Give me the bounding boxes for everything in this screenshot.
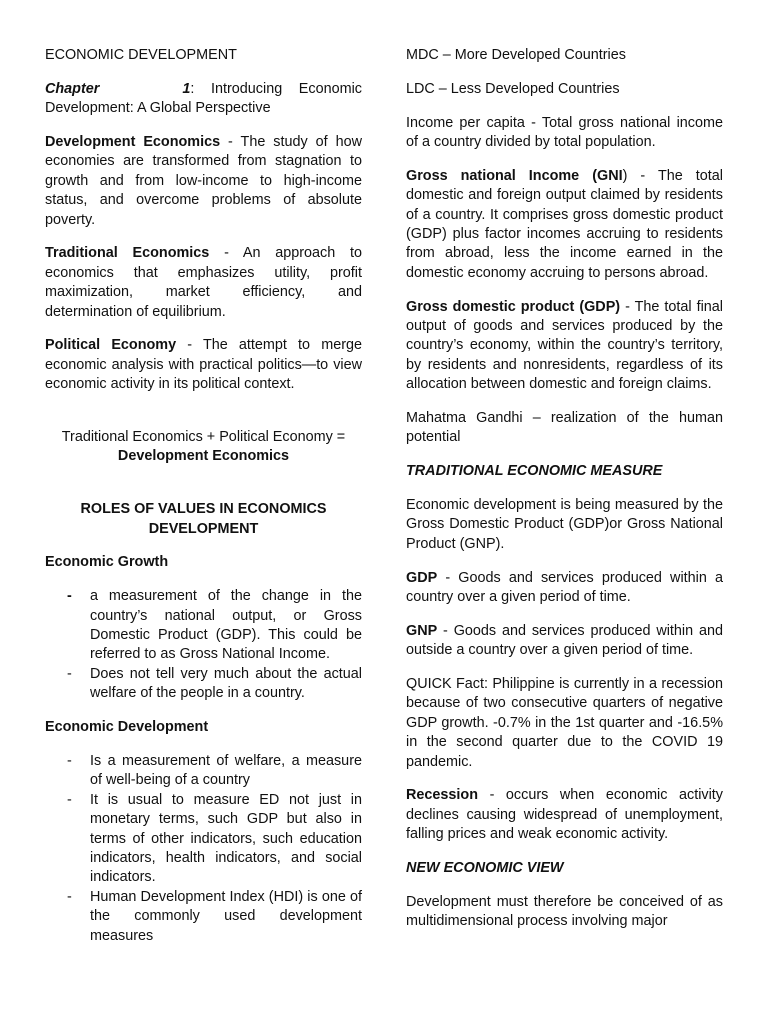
gdp-definition <box>406 298 723 395</box>
definition-term: Development Economics <box>45 134 221 150</box>
list-item: - Is a measurement of welfare, a measure of well-being of a country <box>67 752 362 789</box>
definition-text: - The study of how economies are transformed from stagnation to growth and from low-income to high-income status, and overcome problems of absolute poverty. <box>45 134 362 228</box>
new-economic-view-heading: NEW ECONOMIC VIEW <box>406 860 564 877</box>
document-title: ECONOMIC DEVELOPMENT <box>45 47 237 63</box>
chapter-number: 1 <box>182 80 191 97</box>
list-item: - a measurement of the change in the country’s national output, or Gross Domestic Product (GDP). This could be referred to as Gross National Income. <box>67 588 362 663</box>
traditional-measure-heading: TRADITIONAL ECONOMIC MEASURE <box>406 463 663 480</box>
definition-text: - occurs when economic activity declines causing widespread of unemployment, falling prices and weak economic activity. <box>406 787 723 843</box>
recession-definition <box>406 786 723 844</box>
definition-text: - Goods and services produced within a country over a given period of time. <box>406 569 723 606</box>
gandhi-quote: Mahatma Gandhi – realization of the human potential <box>406 410 723 446</box>
definition-text: - The attempt to merge economic analysis with practical politics—to view economic activity in its political context. <box>45 337 362 393</box>
definition-text: ) - The total domestic and foreign output claimed by residents of a country. It comprises gross domestic product (GDP) plus factor incomes accruing to residents from abroad, less the income earned in the domestic economy accruing to persons abroad. <box>406 167 723 281</box>
left-column <box>45 46 362 960</box>
definition-term: Traditional Economics <box>45 245 210 262</box>
gdp-short-definition <box>406 569 723 608</box>
definition-term: Political Economy <box>45 337 177 354</box>
equation-line-2: Development Economics <box>117 448 290 465</box>
economic-development-heading: Economic Development <box>45 719 209 736</box>
equation <box>45 428 362 467</box>
economic-growth-heading: Economic Growth <box>45 554 169 571</box>
definition-term: GDP <box>406 569 438 586</box>
chapter-title: : Introducing Economic Development: A Global Perspective <box>45 80 362 117</box>
definition-term: GNP <box>406 622 438 639</box>
definition-text: - An approach to economics that emphasizes utility, profit maximization, market efficiency, and determination of equilibrium. <box>45 245 362 320</box>
definition-development-economics <box>45 133 362 230</box>
definition-traditional-economics <box>45 244 362 322</box>
list-item: - Does not tell very much about the actual welfare of the people in a country. <box>67 665 362 702</box>
new-economic-view-text: Development must therefore be conceived of as multidimensional process involving major <box>406 893 723 930</box>
chapter-heading <box>45 80 362 119</box>
economic-development-list <box>45 752 362 946</box>
measured-paragraph: Economic development is being measured by the Gross Domestic Product (GDP)or Gross National Product (GNP). <box>406 497 723 552</box>
definition-text: - Goods and services produced within and outside a country over a given period of time. <box>406 622 723 659</box>
chapter-label: Chapter <box>45 80 100 97</box>
income-per-capita-definition: Income per capita - Total gross national income of a country divided by total population. <box>406 114 723 150</box>
mdc-definition: MDC – More Developed Countries <box>406 47 626 63</box>
gni-definition <box>406 167 723 283</box>
list-item: - Human Development Index (HDI) is one of the commonly used development measures <box>67 888 362 944</box>
gnp-short-definition <box>406 622 723 661</box>
equation-line-1: Traditional Economics + Political Economy = <box>61 429 346 446</box>
economic-growth-list <box>45 587 362 703</box>
definition-term: Gross domestic product (GDP) <box>406 298 621 315</box>
quick-fact: QUICK Fact: Philippine is currently in a recession because of two consecutive quarters of negative GDP growth. -0.7% in the 1st quarter and -16.5% in the second quarter due to the COVID 19 pandemic. <box>406 676 723 770</box>
roles-heading: ROLES OF VALUES IN ECONOMICS DEVELOPMENT <box>80 501 327 537</box>
ldc-definition: LDC – Less Developed Countries <box>406 80 620 97</box>
definition-text: - The total final output of goods and services produced by the country’s economy, within the country’s territory, by residents and nonresidents, regardless of its allocation between domestic and foreign claims. <box>406 298 724 393</box>
definition-term: Gross national Income (GNI <box>406 167 623 184</box>
list-item: - It is usual to measure ED not just in monetary terms, such GDP but also in terms of other indicators, such education indicators, health indicators, and social indicators. <box>67 791 362 886</box>
definition-term: Recession <box>406 787 478 804</box>
definition-political-economy <box>45 336 362 394</box>
right-column <box>406 46 723 946</box>
